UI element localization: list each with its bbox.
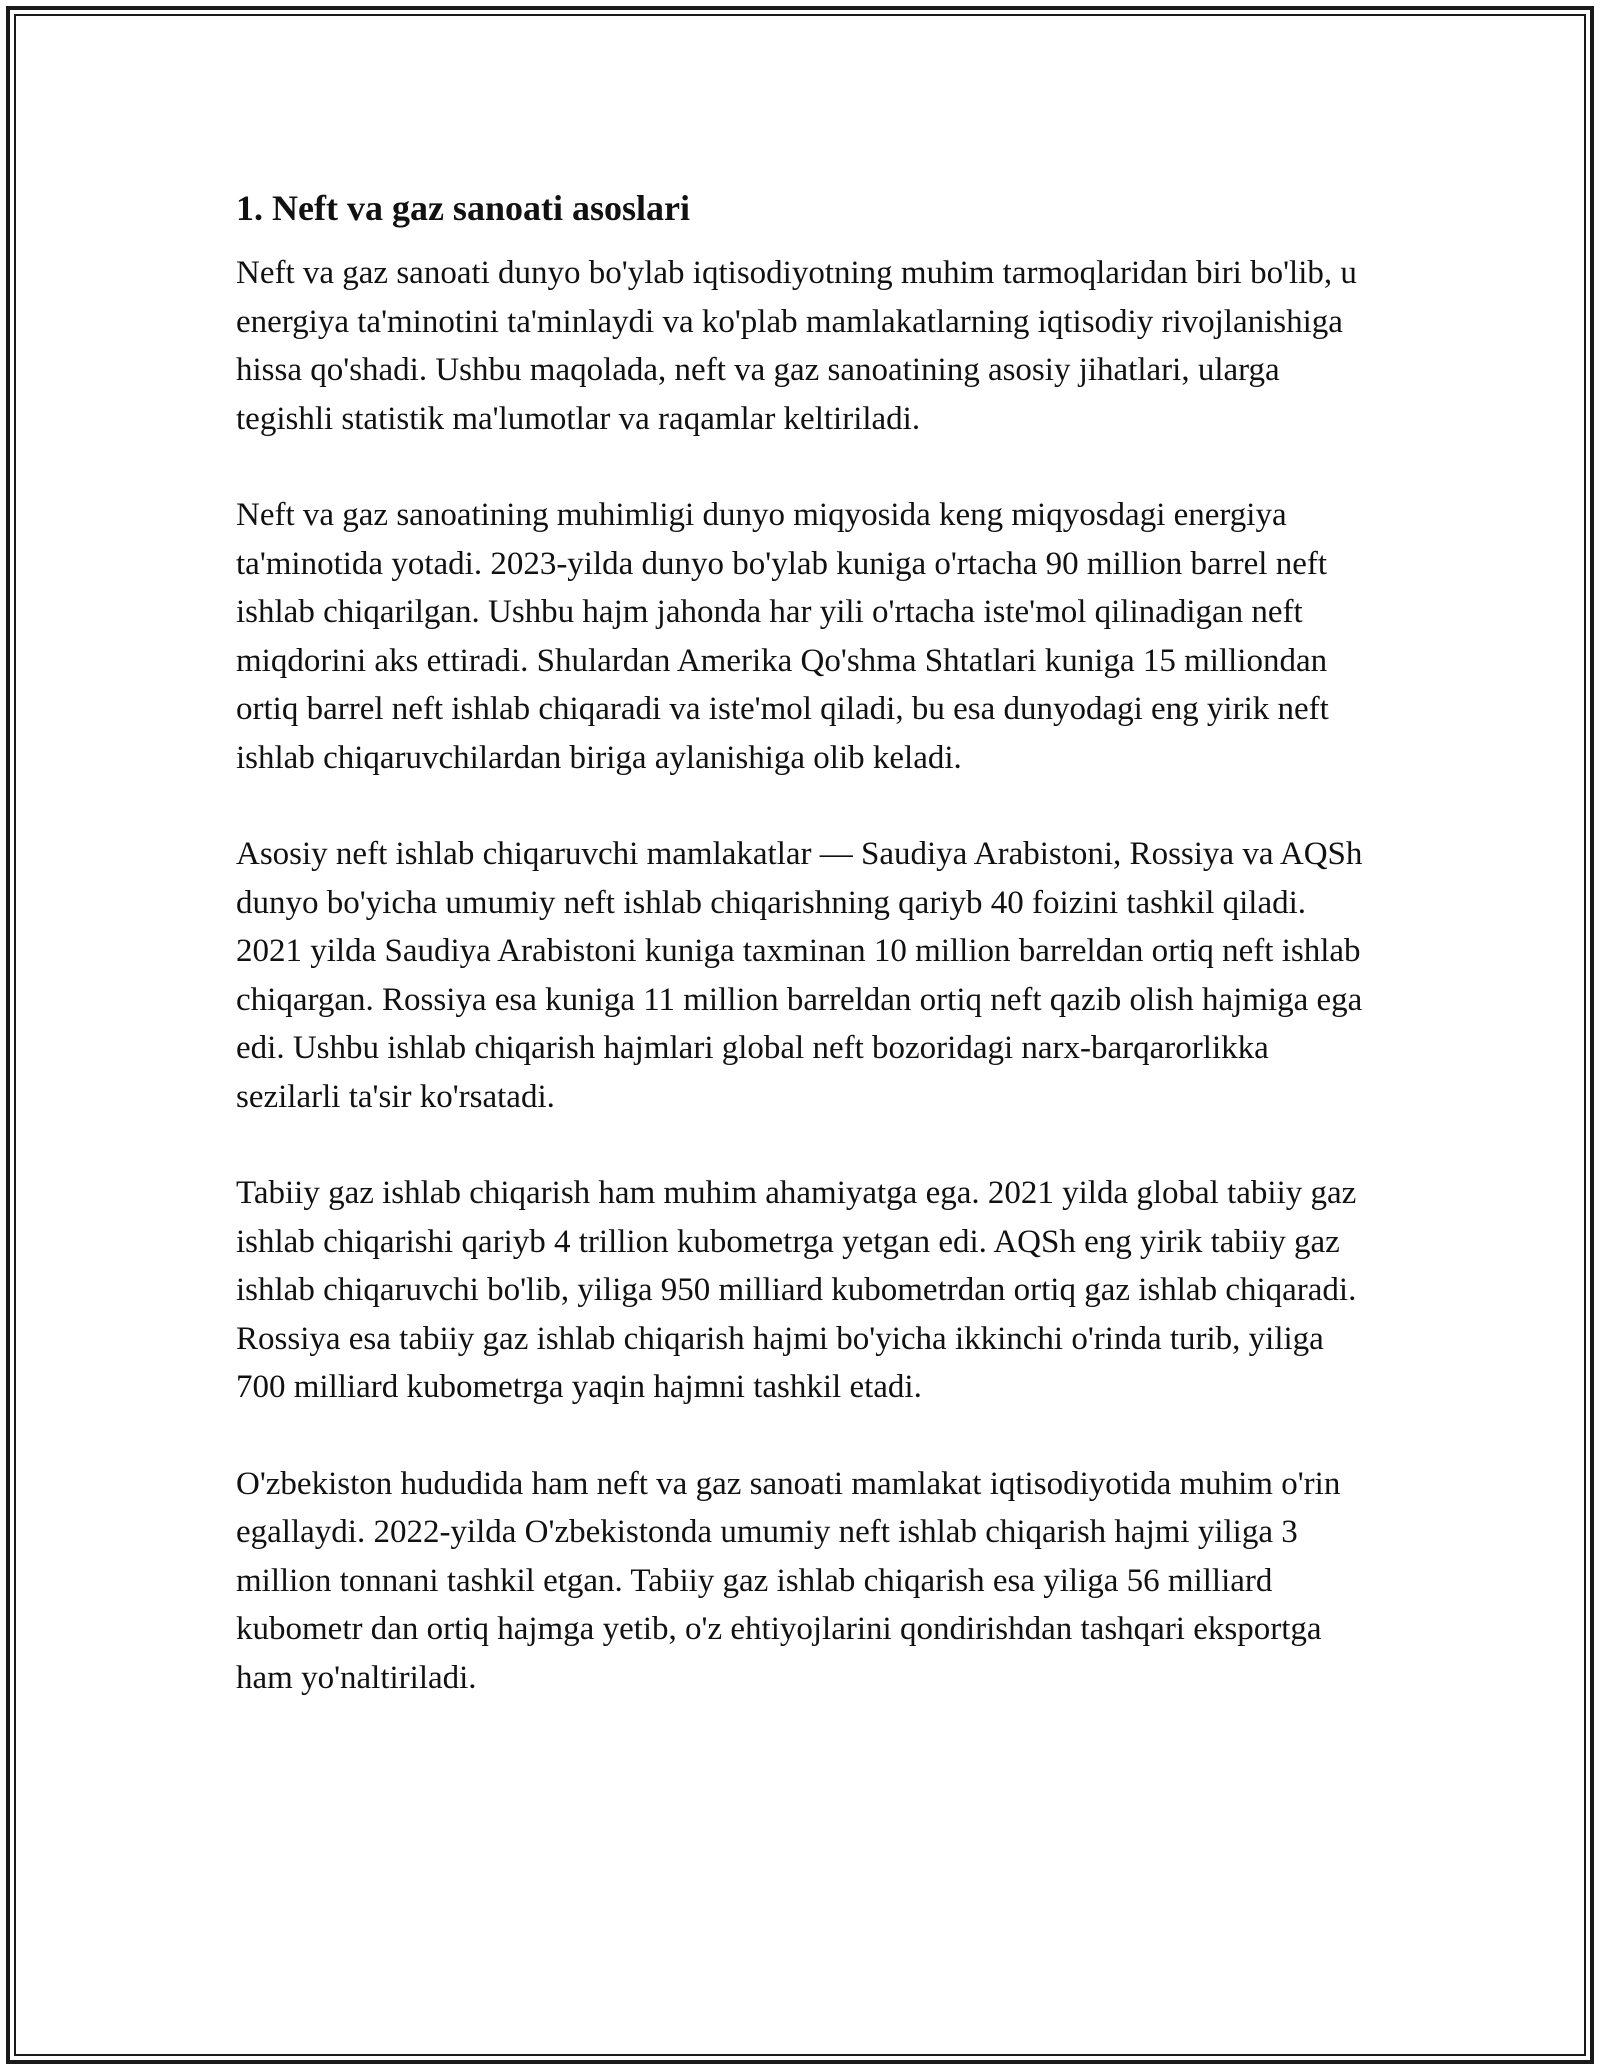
- paragraph-natural-gas: Tabiiy gaz ishlab chiqarish ham muhim ahamiyatga ega. 2021 yilda global tabiiy gaz ishlab chiqarishi qariyb 4 trillion kubometrga yetgan edi. AQSh eng yirik tabiiy gaz ishlab chiqaruvchi bo'lib, yiliga 950 milliard kubometrdan ortiq gaz ishlab chiqaradi. Rossiya esa tabiiy gaz ishlab chiqarish hajmi bo'yicha ikkinchi o'rinda turib, yiliga 700 milliard kubometrga yaqin hajmni tashkil etadi.: [236, 1175, 1357, 1405]
- paragraph-intro: Neft va gaz sanoati dunyo bo'ylab iqtisodiyotning muhim tarmoqlaridan biri bo'lib, u energiya ta'minotini ta'minlaydi va ko'plab mamlakatlarning iqtisodiy rivojlanishiga hissa qo'shadi. Ushbu maqolada, neft va gaz sanoatining asosiy jihatlari, ularga tegishli statistik ma'lumotlar va raqamlar keltiriladi.: [236, 255, 1357, 437]
- section-heading: 1. Neft va gaz sanoati asoslari: [236, 188, 690, 228]
- paragraph-world-oil-production: Neft va gaz sanoatining muhimligi dunyo miqyosida keng miqyosdagi energiya ta'minotida yotadi. 2023-yilda dunyo bo'ylab kuniga o'rtacha 90 million barrel neft ishlab chiqarilgan. Ushbu hajm jahonda har yili o'rtacha iste'mol qilinadigan neft miqdorini aks ettiradi. Shulardan Amerika Qo'shma Shtatlari kuniga 15 milliondan ortiq barrel neft ishlab chiqaradi va iste'mol qiladi, bu esa dunyodagi eng yirik neft ishlab chiqaruvchilardan biriga aylanishiga olib keladi.: [236, 497, 1329, 776]
- paragraph-uzbekistan: O'zbekiston hududida ham neft va gaz sanoati mamlakat iqtisodiyotida muhim o'rin egallaydi. 2022-yilda O'zbekistonda umumiy neft ishlab chiqarish hajmi yiliga 3 million tonnani tashkil etgan. Tabiiy gaz ishlab chiqarish esa yiliga 56 milliard kubometr dan ortiq hajmga yetib, o'z ehtiyojlarini qondirishdan tashqari eksportga ham yo'naltiriladi.: [236, 1465, 1341, 1696]
- article-body: [236, 185, 1376, 1750]
- paragraph-major-producers: Asosiy neft ishlab chiqaruvchi mamlakatlar — Saudiya Arabistoni, Rossiya va AQSh dunyo bo'yicha umumiy neft ishlab chiqarishning qariyb 40 foizini tashkil qiladi. 2021 yilda Saudiya Arabistoni kuniga taxminan 10 million barreldan ortiq neft ishlab chiqargan. Rossiya esa kuniga 11 million barreldan ortiq neft qazib olish hajmiga ega edi. Ushbu ishlab chiqarish hajmlari global neft bozoridagi narx-barqarorlikka sezilarli ta'sir ko'rsatadi.: [236, 836, 1363, 1115]
